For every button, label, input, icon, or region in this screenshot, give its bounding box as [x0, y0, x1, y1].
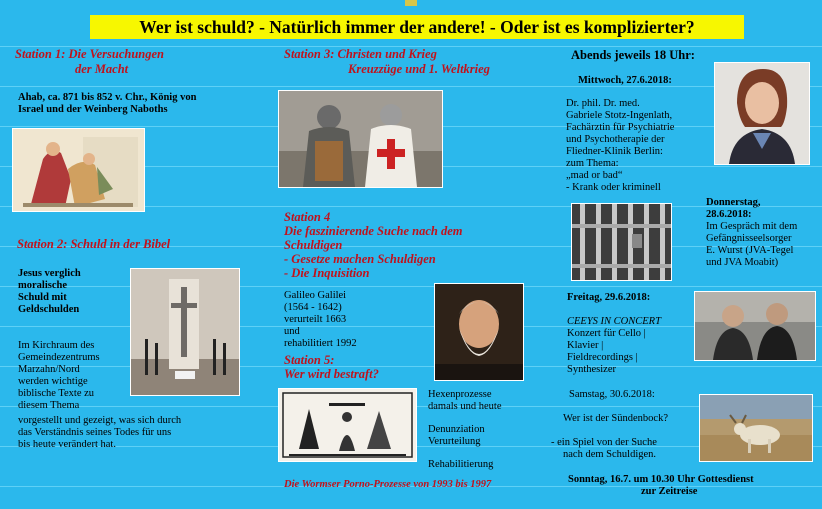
galileo-text: (1564 - 1642) — [284, 302, 342, 313]
vorgestellt-text: das Verständnis seines Todes für uns — [18, 427, 172, 438]
guide-line — [0, 286, 822, 287]
speaker-text: Dr. phil. Dr. med. — [566, 98, 640, 109]
ceeys-heading: CEEYS IN CONCERT — [567, 316, 661, 327]
station5-heading-line: Wer wird bestraft? — [284, 367, 379, 381]
station4-heading-line: - Die Inquisition — [284, 266, 370, 280]
speaker-text: „mad or bad“ — [566, 170, 623, 181]
station4-heading-line: - Gesetze machen Schuldigen — [284, 252, 436, 266]
verurteilung-text: Verurteilung — [428, 436, 481, 447]
top-mark — [405, 0, 417, 6]
samstag-heading: Samstag, 30.6.2018: — [569, 389, 655, 400]
jesus-text: moralische — [18, 280, 67, 291]
kirchraum-text: diesem Thema — [18, 400, 80, 411]
station3-heading: Station 3: Christen und Krieg — [284, 47, 437, 61]
speaker-text: Fliedner-Klinik Berlin: — [566, 146, 663, 157]
galileo-text: rehabilitiert 1992 — [284, 338, 357, 349]
hexen-text: damals und heute — [428, 401, 502, 412]
station4-heading-line: Schuldigen — [284, 238, 343, 252]
abends-heading: Abends jeweils 18 Uhr: — [571, 48, 695, 62]
gespraech-text: und JVA Moabit) — [706, 257, 779, 268]
church-room-image — [130, 268, 240, 396]
speaker-text: und Psychotherapie der — [566, 134, 665, 145]
gespraech-text: E. Wurst (JVA-Tegel — [706, 245, 794, 256]
ahab-text: Israel und der Weinberg Naboths — [18, 104, 168, 115]
donnerstag-heading: Donnerstag, — [706, 197, 761, 208]
jesus-text: Schuld mit — [18, 292, 67, 303]
hexen-text: Hexenprozesse — [428, 389, 492, 400]
speaker-text: Gabriele Stotz-Ingenlath, — [566, 110, 673, 121]
ahab-naboth-image — [12, 128, 145, 212]
rehabilitierung-text: Rehabilitierung — [428, 459, 494, 470]
konzert-text: Fieldrecordings | — [567, 352, 638, 363]
station1-heading: Station 1: Die Versuchungen — [15, 47, 164, 61]
guide-line — [0, 86, 822, 87]
gespraech-text: Gefängnisseelsorger — [706, 233, 792, 244]
mittwoch-heading: Mittwoch, 27.6.2018: — [578, 75, 672, 86]
title-banner — [90, 15, 744, 39]
denunziation-text: Denunziation — [428, 424, 485, 435]
scapegoat-painting-image — [699, 394, 813, 462]
suendenbock-text: Wer ist der Sündenbock? — [563, 413, 668, 424]
kirchraum-text: werden wichtige — [18, 376, 88, 387]
konzert-text: Klavier | — [567, 340, 604, 351]
station2-heading: Station 2: Schuld in der Bibel — [17, 237, 171, 251]
konzert-text: Synthesizer — [567, 364, 616, 375]
galileo-portrait-image — [434, 283, 524, 381]
kirchraum-text: Gemeindezentrums — [18, 352, 100, 363]
vorgestellt-text: vorgestellt und gezeigt, was sich durch — [18, 415, 182, 426]
guide-line — [0, 366, 822, 367]
gespraech-text: Im Gespräch mit dem — [706, 221, 798, 232]
speaker-portrait-image — [714, 62, 810, 165]
speaker-text: Fachärztin für Psychiatrie — [566, 122, 675, 133]
crusaders-image — [278, 90, 443, 188]
witch-trial-woodcut-image — [278, 388, 417, 462]
jesus-text: Jesus verglich — [18, 268, 81, 279]
spiel-text: - ein Spiel von der Suche — [551, 437, 657, 448]
konzert-text: Konzert für Cello | — [567, 328, 646, 339]
spiel-text: nach dem Schuldigen. — [563, 449, 657, 460]
freitag-heading: Freitag, 29.6.2018: — [567, 292, 651, 303]
station4-heading: Station 4 — [284, 210, 331, 224]
galileo-text: und — [284, 326, 300, 337]
station3-heading-cont: Kreuzzüge und 1. Weltkrieg — [348, 62, 490, 76]
station4-heading-line: Die faszinierende Suche nach dem — [284, 224, 463, 238]
sonntag-text: zur Zeitreise — [641, 486, 698, 497]
station1-heading-cont: der Macht — [75, 62, 129, 76]
speaker-text: zum Thema: — [566, 158, 619, 169]
page-title: Wer ist schuld? - Natürlich immer der andere! - Oder ist es komplizierter? — [139, 17, 695, 37]
vorgestellt-text: bis heute verändert hat. — [18, 439, 116, 450]
wormser-heading: Die Wormser Porno-Prozesse von 1993 bis 1997 — [284, 479, 492, 490]
galileo-text: verurteilt 1663 — [284, 314, 347, 325]
ceeys-band-image — [694, 291, 816, 361]
ahab-text: Ahab, ca. 871 bis 852 v. Chr., König von — [18, 92, 197, 103]
kirchraum-text: Marzahn/Nord — [18, 364, 80, 375]
donnerstag-heading: 28.6.2018: — [706, 209, 752, 220]
galileo-text: Galileo Galilei — [284, 290, 347, 301]
station5-heading: Station 5: — [284, 353, 335, 367]
jesus-text: Geldschulden — [18, 304, 80, 315]
speaker-text: - Krank oder kriminell — [566, 182, 661, 193]
sonntag-text: Sonntag, 16.7. um 10.30 Uhr Gottesdienst — [568, 474, 754, 485]
kirchraum-text: biblische Texte zu — [18, 388, 95, 399]
prison-bars-image — [571, 203, 672, 281]
kirchraum-text: Im Kirchraum des — [18, 340, 95, 351]
